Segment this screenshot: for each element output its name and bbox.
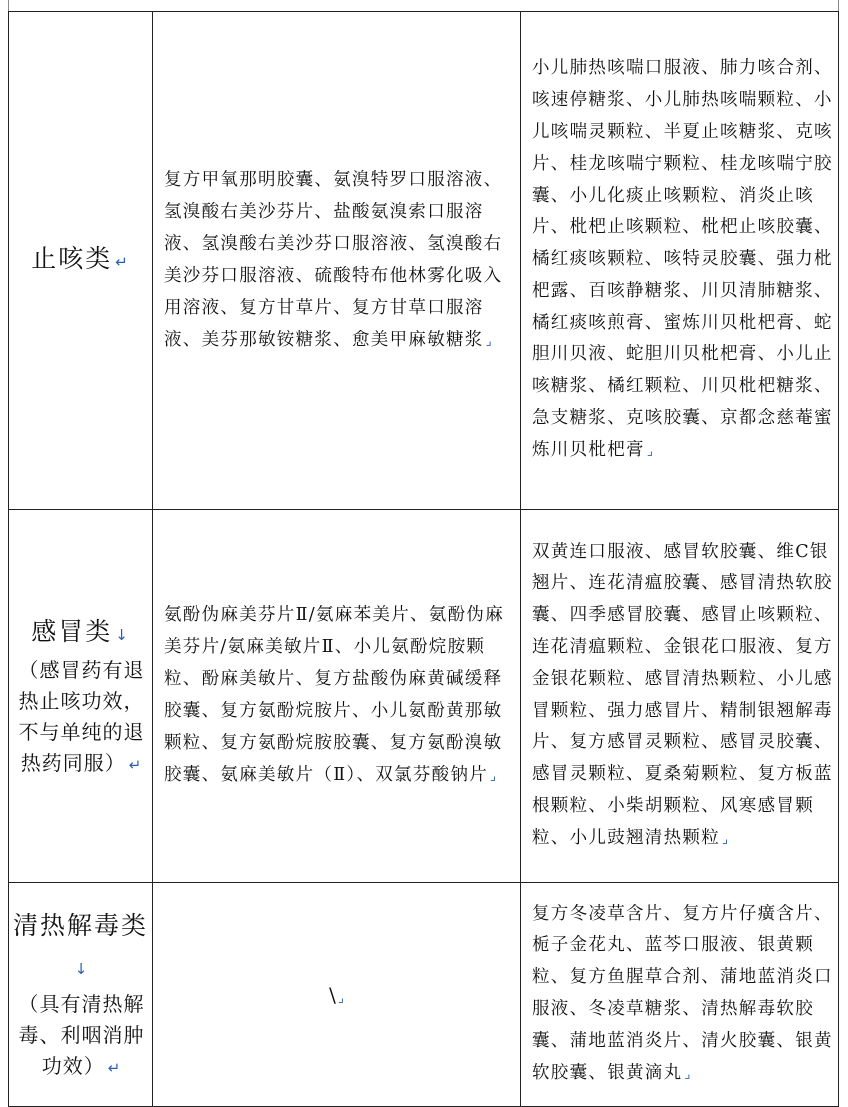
chinese-drugs-text: 小儿肺热咳喘口服液、肺力咳合剂、咳速停糖浆、小儿肺热咳喘颗粒、小儿咳喘灵颗粒、半夏止咳糖浆、克咳片、桂龙咳喘宁颗粒、桂龙咳喘宁胶囊、小儿化痰止咳颗粒、消炎止咳片、枇杷止咳颗粒、枇杷止咳胶囊、橘红痰咳颗粒、咳特灵胶囊、强力枇杷露、百咳静糖浆、川贝清肺糖浆、橘红痰咳煎膏、蜜炼川贝枇杷膏、蛇胆川贝液、蛇胆川贝枇杷膏、小儿止咳糖浆、橘红颗粒、川贝枇杷糖浆、急支糖浆、克咳胶囊、京都念慈菴蜜炼川贝枇杷膏 ⌟ bbox=[532, 58, 833, 460]
category-cell[interactable] bbox=[9, 12, 153, 510]
western-drugs-cell[interactable] bbox=[153, 510, 521, 883]
chinese-drugs-text: 复方冬凌草含片、复方片仔癀含片、栀子金花丸、蓝芩口服液、银黄颗粒、复方鱼腥草合剂、蒲地蓝消炎口服液、冬凌草糖浆、清热解毒软胶囊、蒲地蓝消炎片、清火胶囊、银黄软胶囊、银黄滴丸 ⌟ bbox=[532, 903, 833, 1083]
chinese-drugs-cell[interactable] bbox=[521, 12, 839, 510]
cell-end-mark-icon: ⌟ bbox=[490, 769, 498, 784]
line-break-mark-icon: ↓ bbox=[115, 625, 130, 644]
category-title: 止咳类 ↵ bbox=[31, 244, 130, 273]
category-note: （具有清热解毒、利咽消肿功效） ↵ bbox=[18, 991, 145, 1078]
table-row bbox=[9, 12, 839, 510]
western-drugs-text: 复方甲氧那明胶囊、氨溴特罗口服溶液、氢溴酸右美沙芬片、盐酸氨溴索口服溶液、氢溴酸右美沙芬口服溶液、氢溴酸右美沙芬口服溶液、硫酸特布他林雾化吸入用溶液、复方甘草片、复方甘草口服溶液、美芬那敏铵糖浆、愈美甲麻敏糖浆 ⌟ bbox=[164, 169, 503, 350]
western-drugs-cell[interactable] bbox=[153, 12, 521, 510]
chinese-drugs-text: 双黄连口服液、感冒软胶囊、维C银翘片、连花清瘟胶囊、感冒清热软胶囊、四季感冒胶囊、感冒止咳颗粒、连花清瘟颗粒、金银花口服液、复方金银花颗粒、感冒清热颗粒、小儿感冒颗粒、强力感冒片、精制银翘解毒片、复方感冒灵颗粒、感冒灵胶囊、感冒灵颗粒、夏桑菊颗粒、复方板蓝根颗粒、小柴胡颗粒、风寒感冒颗粒、小儿豉翘清热颗粒 ⌟ bbox=[532, 541, 833, 848]
cell-end-mark-icon: ⌟ bbox=[722, 831, 730, 847]
cell-end-mark-icon: ⌟ bbox=[485, 333, 494, 349]
table-row bbox=[9, 883, 839, 1107]
category-title: 清热解毒类↓ bbox=[12, 910, 148, 978]
line-break-mark-icon: ↓ bbox=[74, 959, 90, 978]
return-mark-icon: ↵ bbox=[128, 755, 143, 774]
drug-table bbox=[8, 11, 839, 1107]
western-drugs-cell[interactable] bbox=[153, 883, 521, 1107]
ruler-tick bbox=[8, 0, 9, 11]
empty-slash: \ bbox=[329, 982, 336, 1007]
table-row bbox=[9, 510, 839, 883]
category-title: 感冒类 ↓ bbox=[31, 616, 130, 646]
western-drugs-text: 氨酚伪麻美芬片Ⅱ/氨麻苯美片、氨酚伪麻美芬片/氨麻美敏片Ⅱ、小儿氨酚烷胺颗粒、酚麻美敏片、复方盐酸伪麻黄碱缓释胶囊、复方氨酚烷胺片、小儿氨酚黄那敏颗粒、复方氨酚烷胺胶囊、复方氨酚溴敏胶囊、氨麻美敏片（Ⅱ）、双氯芬酸钠片 ⌟ bbox=[164, 605, 504, 785]
ruler-tick bbox=[838, 0, 839, 11]
category-note: （感冒药有退热止咳功效，不与单纯的退热药同服） ↵ bbox=[18, 657, 145, 775]
cell-end-mark-icon: ⌟ bbox=[646, 443, 655, 459]
cell-end-mark-icon: ⌟ bbox=[684, 1066, 692, 1082]
return-mark-icon: ↵ bbox=[115, 253, 130, 271]
chinese-drugs-cell[interactable] bbox=[521, 510, 839, 883]
category-cell[interactable] bbox=[9, 883, 153, 1107]
category-cell[interactable] bbox=[9, 510, 153, 883]
cell-end-mark-icon: ⌟ bbox=[337, 990, 344, 1006]
return-mark-icon: ↵ bbox=[107, 1058, 122, 1077]
chinese-drugs-cell[interactable] bbox=[521, 883, 839, 1107]
